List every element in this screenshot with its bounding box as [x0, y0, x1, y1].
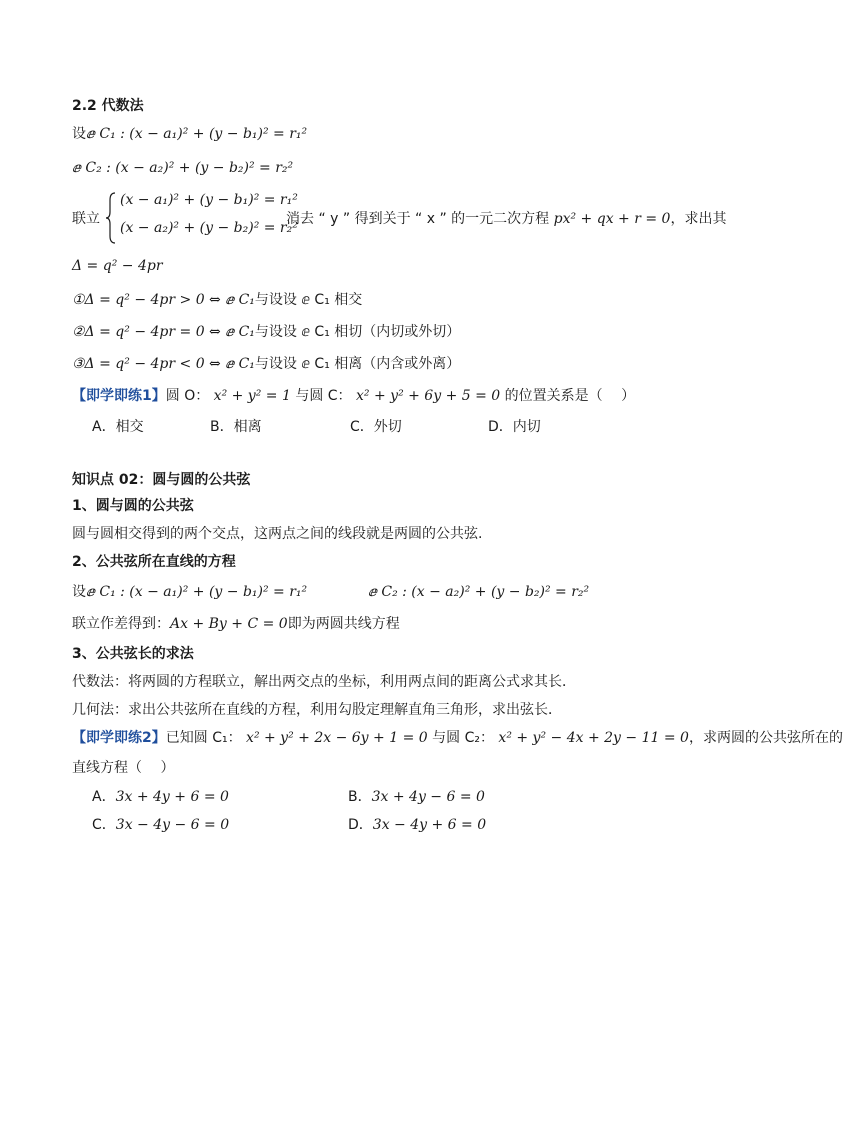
- system-suffix-end: ，求出其: [670, 211, 727, 227]
- option-equation: 3x + 4y − 6 = 0: [371, 789, 485, 805]
- method-geometric: 几何法：求出公共弦所在直线的方程，利用勾股定理解直角三角形，求出弦长．: [72, 702, 562, 718]
- exercise2-option-a[interactable]: [92, 786, 229, 806]
- method-algebraic: 代数法：将两圆的方程联立，解出两交点的坐标，利用两点间的距离公式求其长．: [72, 674, 576, 690]
- exercise2-question: [72, 728, 843, 748]
- section-heading: 2.2 代数法: [72, 98, 144, 114]
- exercise2-text-c: ，求两圆的公共弦所在的: [688, 730, 843, 746]
- system-equation-1: (x − a₁)² + (y − b₁)² = r₁²: [120, 192, 298, 208]
- exercise2-option-d[interactable]: [348, 814, 486, 834]
- option-equation: 3x + 4y + 6 = 0: [115, 789, 229, 805]
- exercise2-question-cont: 直线方程（ ）: [72, 760, 175, 776]
- exercise2-option-c[interactable]: [92, 814, 229, 834]
- subheading-chord-length: 3、公共弦长的求法: [72, 646, 194, 662]
- exercise2-eq-a: x² + y² + 2x − 6y + 1 = 0: [246, 730, 428, 746]
- chord-c2-formula: ⅇ C₂ : (x − a₂)² + (y − b₂)² = r₂²: [368, 584, 590, 600]
- case-intersect: [72, 290, 362, 310]
- exercise2-text-b: 与圆 C₂：: [427, 730, 499, 746]
- exercise1-question: [72, 386, 635, 406]
- circle1-prefix: 设: [72, 126, 86, 142]
- diff-prefix: 联立作差得到：: [72, 616, 170, 632]
- case3-text: 与设设 ⅇ C₁ 相离（内含或外离）: [254, 356, 461, 372]
- chord-c1-prefix: 设: [72, 584, 86, 600]
- exercise2-label: 【即学即练2】: [72, 730, 166, 746]
- exercise1-text-a: 圆 O：: [165, 388, 214, 404]
- case-separate: [72, 354, 460, 374]
- system-suffix-text: 消去 “ y ” 得到关于 “ x ” 的一元二次方程: [286, 211, 554, 227]
- subheading-common-chord: 1、圆与圆的公共弦: [72, 498, 194, 514]
- option-equation: 3x − 4y + 6 = 0: [372, 817, 487, 833]
- diff-suffix: 即为两圆共线方程: [287, 616, 400, 632]
- option-letter: D．: [348, 817, 373, 833]
- case3-formula: ③Δ = q² − 4pr < 0 ⇔ ⅇ C₁: [72, 356, 255, 372]
- exercise1-text-c: 的位置关系是（ ）: [500, 388, 636, 404]
- chord-circle2: [368, 582, 589, 602]
- chord-line-equation: [72, 614, 400, 634]
- option-equation: 3x − 4y − 6 = 0: [115, 817, 230, 833]
- quadratic-equation: px² + qx + r = 0: [553, 211, 671, 227]
- chord-c1-formula: ⅇ C₁ : (x − a₁)² + (y − b₁)² = r₁²: [86, 584, 308, 600]
- knowledge-heading: 知识点 02：圆与圆的公共弦: [72, 472, 251, 488]
- option-letter: B．: [348, 789, 372, 805]
- exercise2-option-b[interactable]: [348, 786, 485, 806]
- circle1-definition: [72, 124, 307, 144]
- exercise1-option-d[interactable]: D．内切: [488, 419, 541, 435]
- option-letter: C．: [92, 817, 116, 833]
- exercise1-option-c[interactable]: C．外切: [350, 419, 402, 435]
- case1-formula: ①Δ = q² − 4pr > 0 ⇔ ⅇ C₁: [72, 292, 255, 308]
- case2-formula: ②Δ = q² − 4pr = 0 ⇔ ⅇ C₁: [72, 324, 255, 340]
- circle2-definition: [72, 158, 293, 178]
- exercise1-option-b[interactable]: B．相离: [210, 419, 262, 435]
- case2-text: 与设设 ⅇ C₁ 相切（内切或外切）: [254, 324, 461, 340]
- delta-formula: Δ = q² − 4pr: [72, 258, 163, 274]
- system-equation-2: (x − a₂)² + (y − b₂)² = r₂²: [120, 220, 298, 236]
- subheading-chord-line: 2、公共弦所在直线的方程: [72, 554, 236, 570]
- exercise1-eq-b: x² + y² + 6y + 5 = 0: [356, 388, 501, 404]
- common-chord-definition: 圆与圆相交得到的两个交点，这两点之间的线段就是两圆的公共弦.: [72, 526, 483, 542]
- option-letter: A．: [92, 789, 116, 805]
- circle1-formula: ⅇ C₁ : (x − a₁)² + (y − b₁)² = r₁²: [86, 126, 308, 142]
- exercise1-eq-a: x² + y² = 1: [213, 388, 291, 404]
- system-prefix: 联立: [72, 211, 100, 227]
- system-suffix: [286, 208, 726, 228]
- exercise1-label: 【即学即练1】: [72, 388, 166, 404]
- chord-circle1: [72, 582, 307, 602]
- diff-formula: Ax + By + C = 0: [170, 616, 288, 632]
- exercise2-text-a: 已知圆 C₁：: [165, 730, 247, 746]
- exercise2-eq-b: x² + y² − 4x + 2y − 11 = 0: [498, 730, 689, 746]
- exercise1-option-a[interactable]: A．相交: [92, 419, 144, 435]
- circle2-formula: ⅇ C₂ : (x − a₂)² + (y − b₂)² = r₂²: [72, 160, 294, 176]
- case1-text: 与设设 ⅇ C₁ 相交: [254, 292, 363, 308]
- exercise1-text-b: 与圆 C：: [290, 388, 357, 404]
- case-tangent: [72, 322, 460, 342]
- brace-icon: [106, 192, 116, 244]
